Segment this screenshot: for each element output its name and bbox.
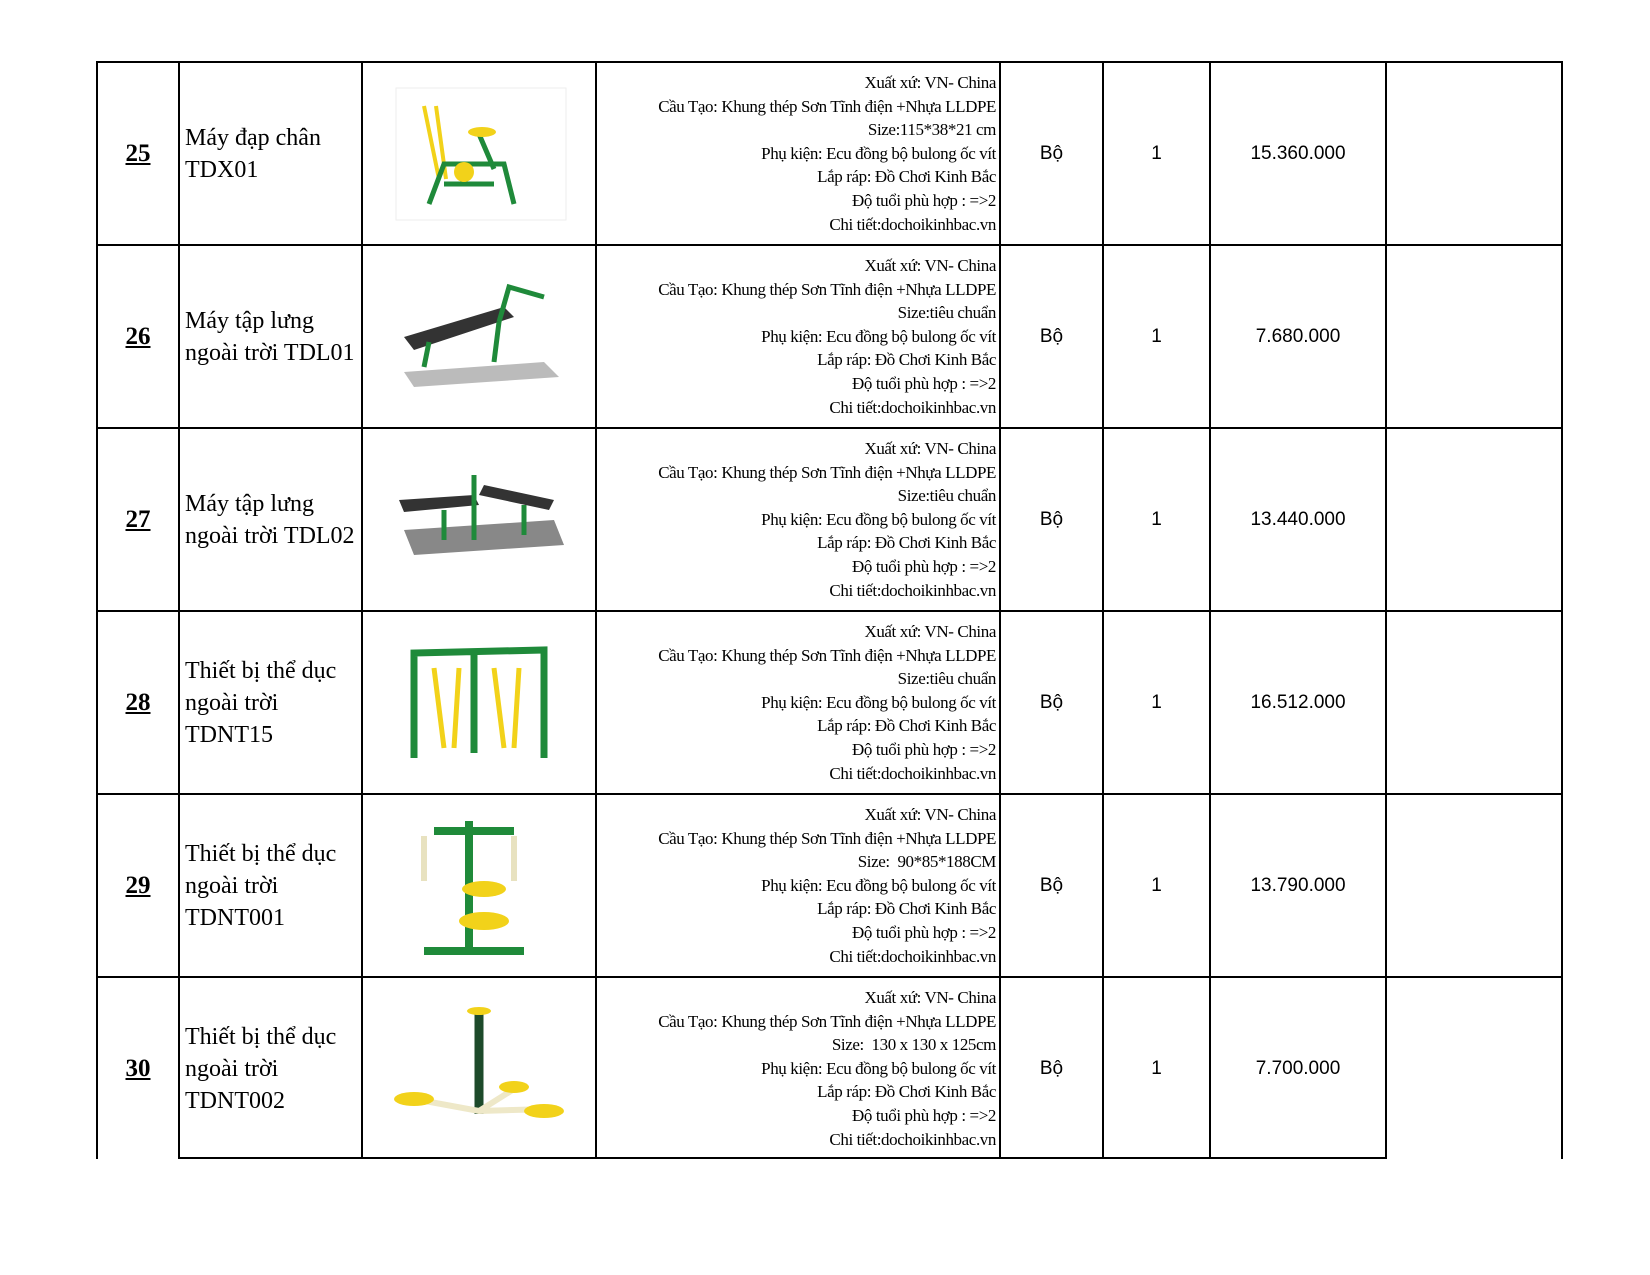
description-line: Xuất xứ: VN- China <box>864 73 996 92</box>
row-number: 30 <box>96 976 178 1159</box>
description-line: Độ tuổi phù hợp : =>2 <box>852 1105 996 1125</box>
note <box>1385 427 1563 610</box>
row-number: 28 <box>96 610 178 793</box>
product-name: Máy tập lưng ngoài trời TDL01 <box>178 244 361 427</box>
unit: Bộ <box>999 427 1102 610</box>
air-walker-icon <box>384 638 574 768</box>
description-line: Size:115*38*21 cm <box>867 120 996 140</box>
unit: Bộ <box>999 61 1102 244</box>
price: 15.360.000 <box>1209 61 1385 244</box>
description-line: Size:tiêu chuẩn <box>897 669 996 689</box>
product-image <box>361 793 595 976</box>
description-line: Độ tuổi phù hợp : =>2 <box>852 922 996 942</box>
description-line: Size: 130 x 130 x 125cm <box>831 1035 996 1055</box>
product-image <box>361 61 595 244</box>
description-line: Độ tuổi phù hợp : =>2 <box>852 190 996 210</box>
description-line: Chi tiết:dochoikinhbac.vn <box>829 214 996 234</box>
double-back-bench-icon <box>384 460 574 580</box>
description-line: Chi tiết:dochoikinhbac.vn <box>829 397 996 417</box>
description-line: Phụ kiện: Ecu đồng bộ bulong ốc vít <box>761 143 996 163</box>
note <box>1385 793 1563 976</box>
quantity: 1 <box>1102 793 1209 976</box>
product-name: Thiết bị thể dục ngoài trời TDNT002 <box>178 976 361 1159</box>
description-line: Phụ kiện: Ecu đồng bộ bulong ốc vít <box>761 326 996 346</box>
description-line: Phụ kiện: Ecu đồng bộ bulong ốc vít <box>761 509 996 529</box>
description-line: Xuất xứ: VN- China <box>864 256 996 275</box>
product-image <box>361 610 595 793</box>
back-bench-icon <box>384 282 574 392</box>
product-name: Máy đạp chân TDX01 <box>178 61 361 244</box>
unit: Bộ <box>999 244 1102 427</box>
product-name: Thiết bị thể dục ngoài trời TDNT15 <box>178 610 361 793</box>
quantity: 1 <box>1102 61 1209 244</box>
description-line: Cầu Tạo: Khung thép Sơn Tĩnh điện +Nhựa LLDPE <box>658 1011 996 1031</box>
price: 13.440.000 <box>1209 427 1385 610</box>
description-line: Xuất xứ: VN- China <box>864 622 996 641</box>
description-line: Size: 90*85*188CM <box>857 852 996 872</box>
product-image <box>361 427 595 610</box>
table-bottom-border <box>178 1157 1386 1159</box>
price: 13.790.000 <box>1209 793 1385 976</box>
description-line: Lắp ráp: Đồ Chơi Kinh Bắc <box>817 716 996 736</box>
quantity: 1 <box>1102 427 1209 610</box>
row-number: 29 <box>96 793 178 976</box>
description-line: Lắp ráp: Đồ Chơi Kinh Bắc <box>817 167 996 187</box>
description-line: Độ tuổi phù hợp : =>2 <box>852 556 996 576</box>
product-name: Thiết bị thể dục ngoài trời TDNT001 <box>178 793 361 976</box>
description-line: Cầu Tạo: Khung thép Sơn Tĩnh điện +Nhựa LLDPE <box>658 279 996 299</box>
table-row <box>96 427 1563 610</box>
product-description <box>595 976 999 1159</box>
product-description <box>595 61 999 244</box>
price: 7.680.000 <box>1209 244 1385 427</box>
product-description <box>595 610 999 793</box>
product-image <box>361 244 595 427</box>
description-line: Size:tiêu chuẩn <box>897 303 996 323</box>
description-line: Cầu Tạo: Khung thép Sơn Tĩnh điện +Nhựa LLDPE <box>658 645 996 665</box>
product-image <box>361 976 595 1159</box>
description-line: Xuất xứ: VN- China <box>864 988 996 1007</box>
note <box>1385 976 1563 1159</box>
table-row <box>96 610 1563 793</box>
table-row <box>96 61 1563 244</box>
description-line: Chi tiết:dochoikinhbac.vn <box>829 946 996 966</box>
note <box>1385 610 1563 793</box>
unit: Bộ <box>999 610 1102 793</box>
description-line: Phụ kiện: Ecu đồng bộ bulong ốc vít <box>761 875 996 895</box>
description-line: Độ tuổi phù hợp : =>2 <box>852 739 996 759</box>
quantity: 1 <box>1102 976 1209 1159</box>
note <box>1385 244 1563 427</box>
table-row <box>96 793 1563 976</box>
description-line: Lắp ráp: Đồ Chơi Kinh Bắc <box>817 533 996 553</box>
chest-press-icon <box>384 811 574 961</box>
description-line: Độ tuổi phù hợp : =>2 <box>852 373 996 393</box>
description-line: Cầu Tạo: Khung thép Sơn Tĩnh điện +Nhựa LLDPE <box>658 462 996 482</box>
note <box>1385 61 1563 244</box>
description-line: Xuất xứ: VN- China <box>864 805 996 824</box>
product-description <box>595 427 999 610</box>
description-line: Lắp ráp: Đồ Chơi Kinh Bắc <box>817 1082 996 1102</box>
description-line: Chi tiết:dochoikinhbac.vn <box>829 580 996 600</box>
table-row <box>96 244 1563 427</box>
row-number: 27 <box>96 427 178 610</box>
waist-twister-icon <box>384 999 574 1139</box>
description-line: Chi tiết:dochoikinhbac.vn <box>829 1129 996 1149</box>
description-line: Chi tiết:dochoikinhbac.vn <box>829 763 996 783</box>
description-line: Size:tiêu chuẩn <box>897 486 996 506</box>
price: 7.700.000 <box>1209 976 1385 1159</box>
description-line: Phụ kiện: Ecu đồng bộ bulong ốc vít <box>761 1058 996 1078</box>
bike-machine-icon <box>384 84 574 224</box>
quantity: 1 <box>1102 610 1209 793</box>
description-line: Phụ kiện: Ecu đồng bộ bulong ốc vít <box>761 692 996 712</box>
product-description <box>595 793 999 976</box>
row-number: 26 <box>96 244 178 427</box>
row-number: 25 <box>96 61 178 244</box>
description-line: Lắp ráp: Đồ Chơi Kinh Bắc <box>817 350 996 370</box>
quantity: 1 <box>1102 244 1209 427</box>
description-line: Lắp ráp: Đồ Chơi Kinh Bắc <box>817 899 996 919</box>
description-line: Xuất xứ: VN- China <box>864 439 996 458</box>
product-description <box>595 244 999 427</box>
description-line: Cầu Tạo: Khung thép Sơn Tĩnh điện +Nhựa LLDPE <box>658 828 996 848</box>
unit: Bộ <box>999 793 1102 976</box>
unit: Bộ <box>999 976 1102 1159</box>
description-line: Cầu Tạo: Khung thép Sơn Tĩnh điện +Nhựa LLDPE <box>658 96 996 116</box>
price: 16.512.000 <box>1209 610 1385 793</box>
table-row <box>96 976 1563 1159</box>
product-name: Máy tập lưng ngoài trời TDL02 <box>178 427 361 610</box>
